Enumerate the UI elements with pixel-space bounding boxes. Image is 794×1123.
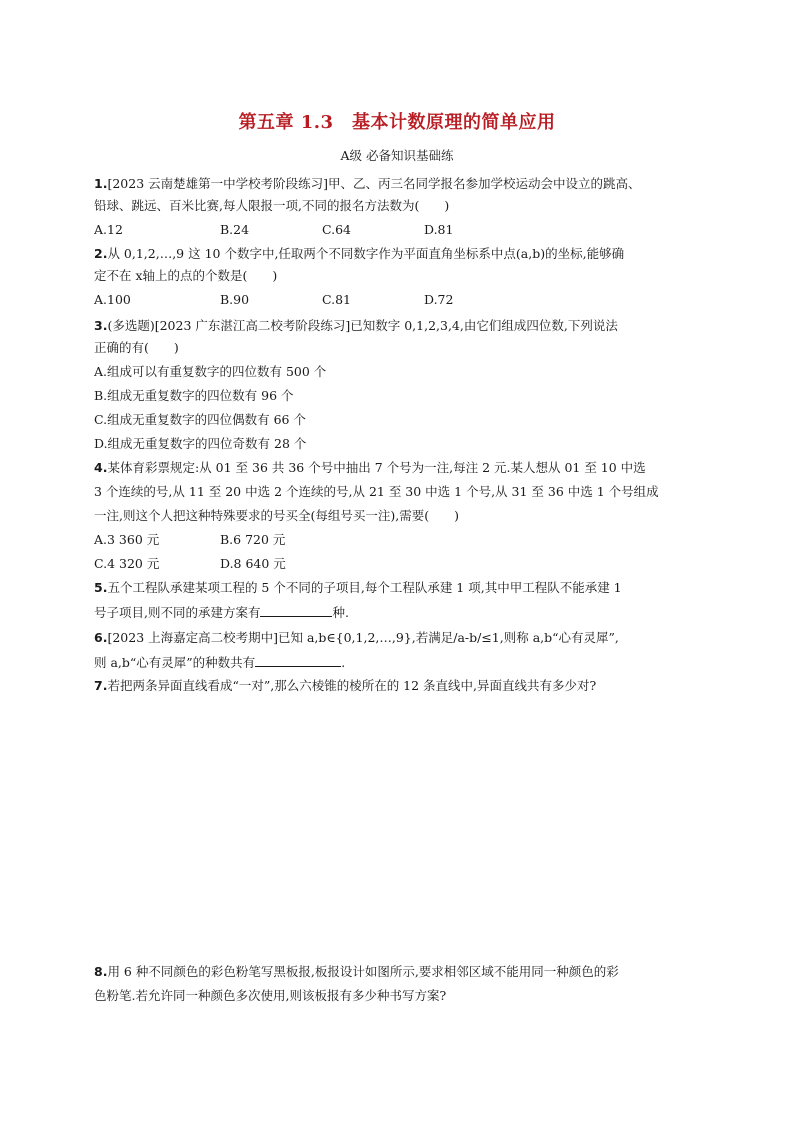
question-text: [2023 云南楚雄第一中学校考阶段练习]甲、乙、丙三名同学报名参加学校运动会中设立的跳高、	[107, 176, 641, 191]
question-2-line-1	[94, 246, 624, 262]
question-1-line-1	[94, 176, 641, 192]
question-number: 7.	[94, 678, 108, 693]
question-number: 6.	[94, 630, 108, 645]
question-3-line-2: 正确的有( )	[94, 340, 179, 355]
q4-option-c: C.4 320 元	[94, 556, 160, 571]
question-6-line-2	[94, 654, 345, 671]
q4-option-b: B.6 720 元	[220, 532, 286, 547]
question-number: 8.	[94, 964, 108, 979]
section-heading: A级 必备知识基础练	[340, 148, 454, 163]
q2-option-c: C.81	[322, 292, 351, 307]
question-text: 用 6 种不同颜色的彩色粉笔写黑板报,板报设计如图所示,要求相邻区域不能用同一种颜色的彩	[107, 964, 619, 979]
q2-option-b: B.90	[220, 292, 250, 307]
question-text: 从 0,1,2,…,9 这 10 个数字中,任取两个不同数字作为平面直角坐标系中点(a,b)的坐标,能够确	[107, 246, 625, 261]
question-text: 种.	[332, 605, 349, 620]
question-number: 5.	[94, 580, 108, 595]
question-2-line-2: 定不在 x轴上的点的个数是( )	[94, 268, 278, 283]
q3-option-a: A.组成可以有重复数字的四位数有 500 个	[94, 364, 327, 379]
q2-option-a: A.100	[94, 292, 131, 307]
q1-option-d: D.81	[424, 222, 454, 237]
page-title: 第五章 1.3 基本计数原理的简单应用	[238, 112, 556, 133]
q3-option-d: D.组成无重复数字的四位奇数有 28 个	[94, 436, 307, 451]
answer-blank[interactable]	[255, 654, 341, 667]
q2-option-d: D.72	[424, 292, 454, 307]
question-text: 则 a,b“心有灵犀”的种数共有	[94, 655, 256, 670]
answer-blank[interactable]	[260, 604, 332, 617]
question-3-line-1	[94, 318, 618, 334]
question-4-line-3: 一注,则这个人把这种特殊要求的号买全(每组号买一注),需要( )	[94, 508, 459, 523]
q1-option-b: B.24	[220, 222, 250, 237]
question-number: 1.	[94, 176, 108, 191]
question-text: .	[341, 655, 346, 670]
q4-option-d: D.8 640 元	[220, 556, 286, 571]
question-4-line-1	[94, 460, 646, 476]
question-8-line-1	[94, 964, 619, 980]
question-1-line-2: 铅球、跳远、百米比赛,每人限报一项,不同的报名方法数为( )	[94, 198, 450, 213]
question-number: 2.	[94, 246, 108, 261]
question-5-line-2	[94, 604, 349, 621]
question-number: 3.	[94, 318, 108, 333]
question-text: 五个工程队承建某项工程的 5 个不同的子项目,每个工程队承建 1 项,其中甲工程队不能承建 1	[107, 580, 622, 595]
q1-option-a: A.12	[94, 222, 123, 237]
question-4-line-2: 3 个连续的号,从 11 至 20 中选 2 个连续的号,从 21 至 30 中选 1 个号,从 31 至 36 中选 1 个号组成	[94, 484, 659, 499]
question-text: 某体育彩票规定:从 01 至 36 共 36 个号中抽出 7 个号为一注,每注 2 元.某人想从 01 至 10 中选	[107, 460, 646, 475]
question-8-line-2: 色粉笔.若允许同一种颜色多次使用,则该板报有多少种书写方案?	[94, 988, 447, 1003]
question-number: 4.	[94, 460, 108, 475]
q3-option-c: C.组成无重复数字的四位偶数有 66 个	[94, 412, 306, 427]
question-5-line-1	[94, 580, 622, 596]
question-6-line-1	[94, 630, 619, 646]
question-7-line-1	[94, 678, 596, 694]
q3-option-b: B.组成无重复数字的四位数有 96 个	[94, 388, 294, 403]
q1-option-c: C.64	[322, 222, 351, 237]
question-text: 若把两条异面直线看成“一对”,那么六棱锥的棱所在的 12 条直线中,异面直线共有多少对?	[107, 678, 597, 693]
question-text: 号子项目,则不同的承建方案有	[94, 605, 261, 620]
question-text: (多选题)[2023 广东湛江高二校考阶段练习]已知数字 0,1,2,3,4,由它们组成四位数,下列说法	[107, 318, 618, 333]
q4-option-a: A.3 360 元	[94, 532, 160, 547]
question-text: [2023 上海嘉定高二校考期中]已知 a,b∈{0,1,2,…,9},若满足/a-b/≤1,则称 a,b“心有灵犀”,	[107, 630, 619, 645]
